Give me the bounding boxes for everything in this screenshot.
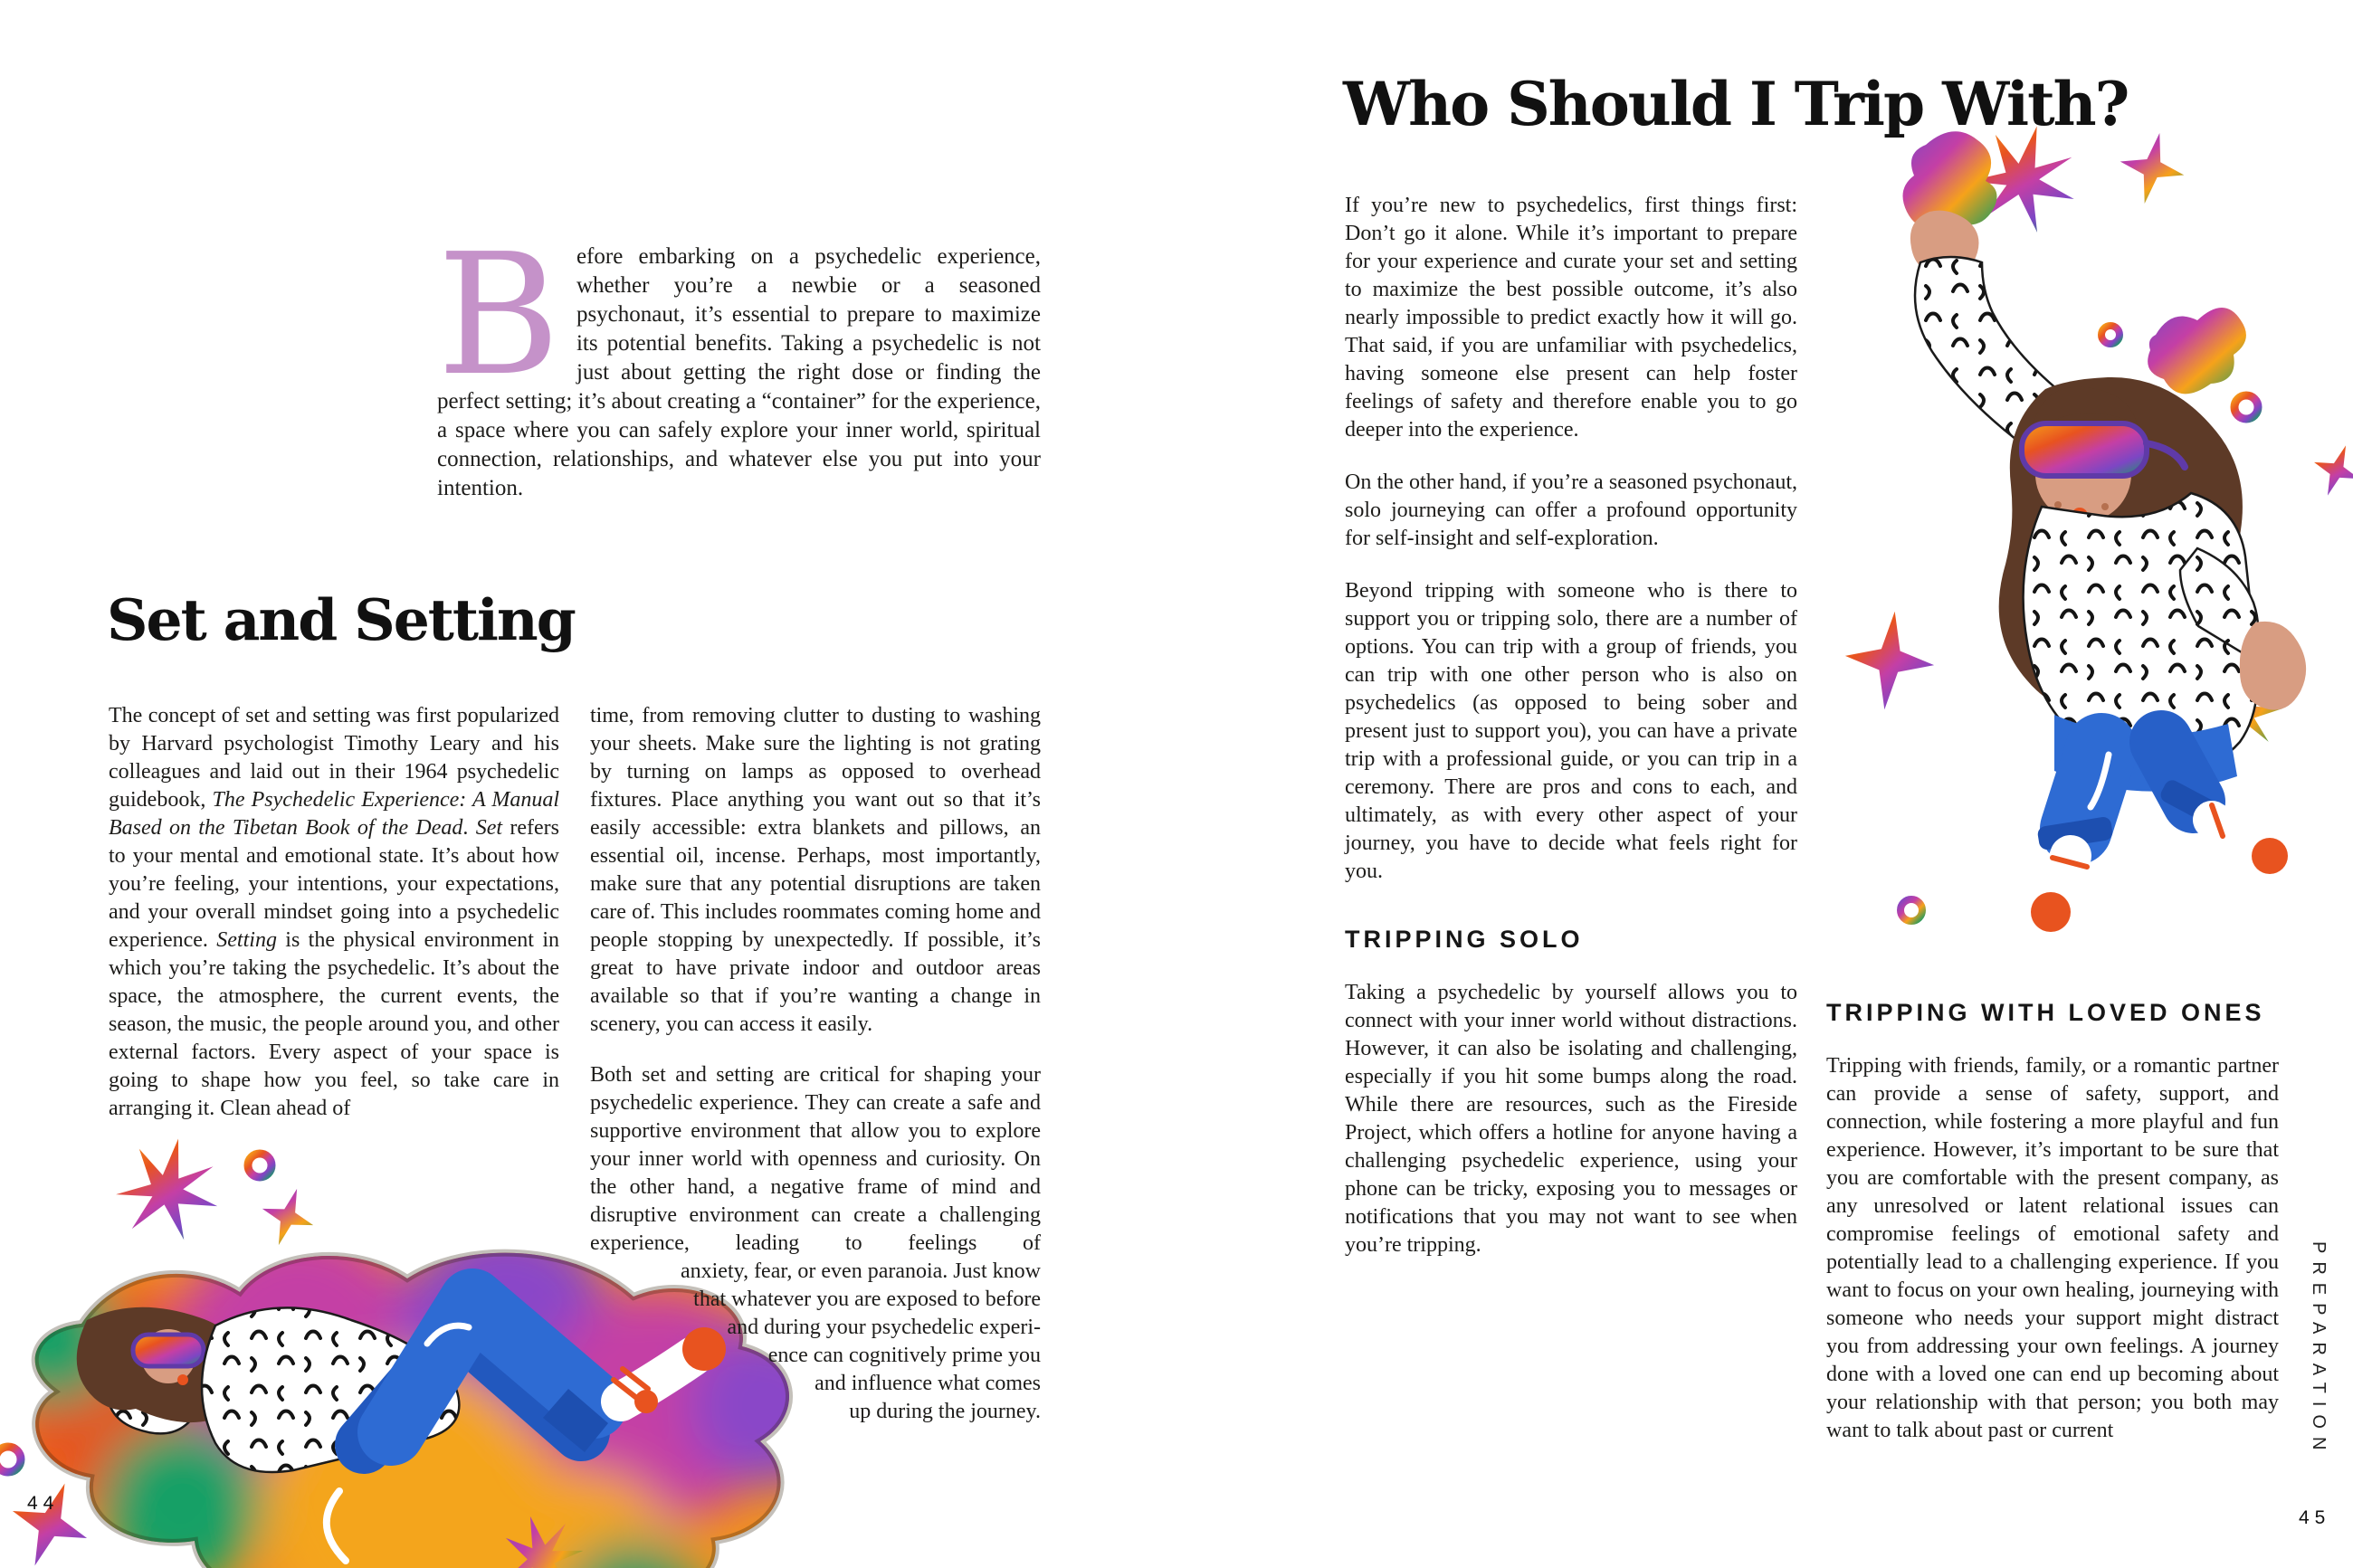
subheading-tripping-with-loved-ones: TRIPPING WITH LOVED ONES [1826, 999, 2265, 1026]
ring-icon [2101, 326, 2120, 344]
ring-icon [1900, 899, 1922, 921]
ring-icon [2234, 395, 2258, 419]
tripping-solo-paragraph: Taking a psychedelic by yourself allows you to connect with your inner world without distractions. However, it can also be isolating and challenging, especially if you hit some bumps along the road. While there are resources, such as the Fireside Project, which offers a hotline for anyone having a challenging psychedelic experience, using your phone can be tricky, exposing you to messages or notifications that you may not want to see when you’re tripping. [1345, 981, 1797, 1257]
star-icon [253, 1181, 323, 1254]
page-number-right: 45 [2299, 1507, 2331, 1528]
tripping-with-loved-ones-paragraph: Tripping with friends, family, or a romantic partner can provide a sense of safety, support, and connection, while fostering a more playful and fun experience. However, it’s important to be sure that you are comfortable with the present company, as any unresolved or latent relational issues can compromise feelings of emotional safety and potentially lead to a challenging experience. If you want to focus on your own healing, journeying with someone who needs your support might distract you from addressing your own feelings. A journey done with a loved one can end up becoming about your relationship with that person; you both may want to talk about past or current [1826, 1054, 2279, 1442]
set-and-setting-paragraph: The concept of set and setting was first popularized by Harvard psychologist Timothy Leary and his colleagues and laid out in their 1964 psychedelic guidebook, The Psychedelic Experience: A Manual Based on the Tibetan Book of the Dead. Set refers to your mental and emotional state. It’s about how you’re feeling, your intentions, your expectations, and your overall mindset going into a psychedelic experience. Setting is the physical environment in which you’re taking the psychedelic. It’s about the space, the atmosphere, the current events, the season, the music, the people around you, and other external factors. Every aspect of your space is going to shape how you feel, so take care in arranging it. Clean ahead of [109, 704, 559, 1120]
ring-icon [0, 1447, 21, 1472]
right-page-column-1 [1345, 192, 1797, 1259]
intro-paragraph [437, 217, 1041, 503]
freckle [2054, 501, 2062, 508]
seasoned-psychonaut-paragraph: On the other hand, if you’re a seasoned psychonaut, solo journeying can offer a profound opportunity for self-insight and self-exploration. [1345, 470, 1797, 550]
floating-person [1903, 131, 2307, 932]
drop-cap-letter: B [437, 217, 560, 413]
dont-go-alone-paragraph: If you’re new to psychedelics, first things first: Don’t go it alone. While it’s important to prepare for your experience and curate your set and setting to maximize the best possible outcome, it’s also nearly impossible to predict exactly how it will go. That said, if you are unfamiliar with psychedelics, having someone else present can help foster feelings of safety and therefore enable you to go deeper into the experience. [1345, 194, 1797, 442]
left-page-column-2 [590, 702, 1041, 1426]
intro-text: efore embarking on a psychedelic experience, whether you’re a newbie or a seasoned psychonaut, it’s essential to prepare to maximize its potential benefits. Taking a psychedelic is not just about getting the right dose or finding the perfect setting; it’s about creating a “container” for the experience, a space where you can safely explore your inner world, spiritual connection, relationships, and whatever else you put into your intention. [437, 244, 1041, 500]
rainbow-goggles [2022, 423, 2147, 476]
rainbow-glasses [133, 1335, 204, 1366]
ring-icon [248, 1154, 272, 1177]
section-title-who-should-i-trip-with: Who Should I Trip With? [1343, 69, 2129, 139]
text-wrap-around-illustration: anxiety, fear, or even paranoia. Just know that whatever you are exposed to before and during your psychedelic experi- ence can cognitively prime you and influence what comes up during the journey. [680, 1259, 1041, 1423]
set-setting-critical-paragraph: Both set and setting are critical for shaping your psychedelic experience. They can create a safe and supportive environment that allow you to explore your inner world with openness and curiosity. On the other hand, a negative frame of mind and disruptive environment can create a challenging experience, leading to feelings of [590, 1063, 1041, 1255]
sock-foot [2031, 856, 2087, 932]
freckle [2101, 503, 2109, 510]
sock-foot [2212, 805, 2288, 874]
star-icon [2305, 437, 2353, 503]
chapter-sidebar-label: PREPARATION [2309, 1241, 2329, 1459]
section-title-set-and-setting: Set and Setting [107, 586, 575, 653]
right-page-column-2 [1826, 999, 2279, 1445]
setting-prep-paragraph: time, from removing clutter to dusting to washing your sheets. Make sure the lighting is not grating by turning on lamps as opposed to overhead fixtures. Place anything you want out so that it’s easily accessible: extra blankets and pillows, an essential oil, incense. Perhaps, most importantly, make sure that any potential disruptions are taken care of. This includes roommates coming home and people stopping by unexpectedly. If possible, it’s great to have private indoor and outdoor areas available so that if you’re wanting a change in scenery, you can access it easily. [590, 704, 1041, 1036]
star-icon [110, 1134, 229, 1245]
star-icon [1840, 607, 1939, 715]
options-paragraph: Beyond tripping with someone who is there to support you or tripping solo, there are a number of options. You can trip with a group of friends, you can trip with one other person who is also on psychedelics (as opposed to being sober and present just to support you), you can have a private trip with a professional guide, or you can trip in a ceremony. There are pros and cons to each, and ultimately, as with every other aspect of your journey, you have to decide what feels right for you. [1345, 579, 1797, 883]
liquid-star-blob [2148, 308, 2246, 394]
floating-figure-illustration [1837, 116, 2353, 962]
page-number-left: 44 [27, 1493, 60, 1514]
subheading-tripping-solo: TRIPPING SOLO [1345, 926, 1584, 953]
lower-hand [2240, 622, 2306, 710]
nose-dot [177, 1374, 188, 1385]
left-page-column-1 [109, 702, 559, 1123]
